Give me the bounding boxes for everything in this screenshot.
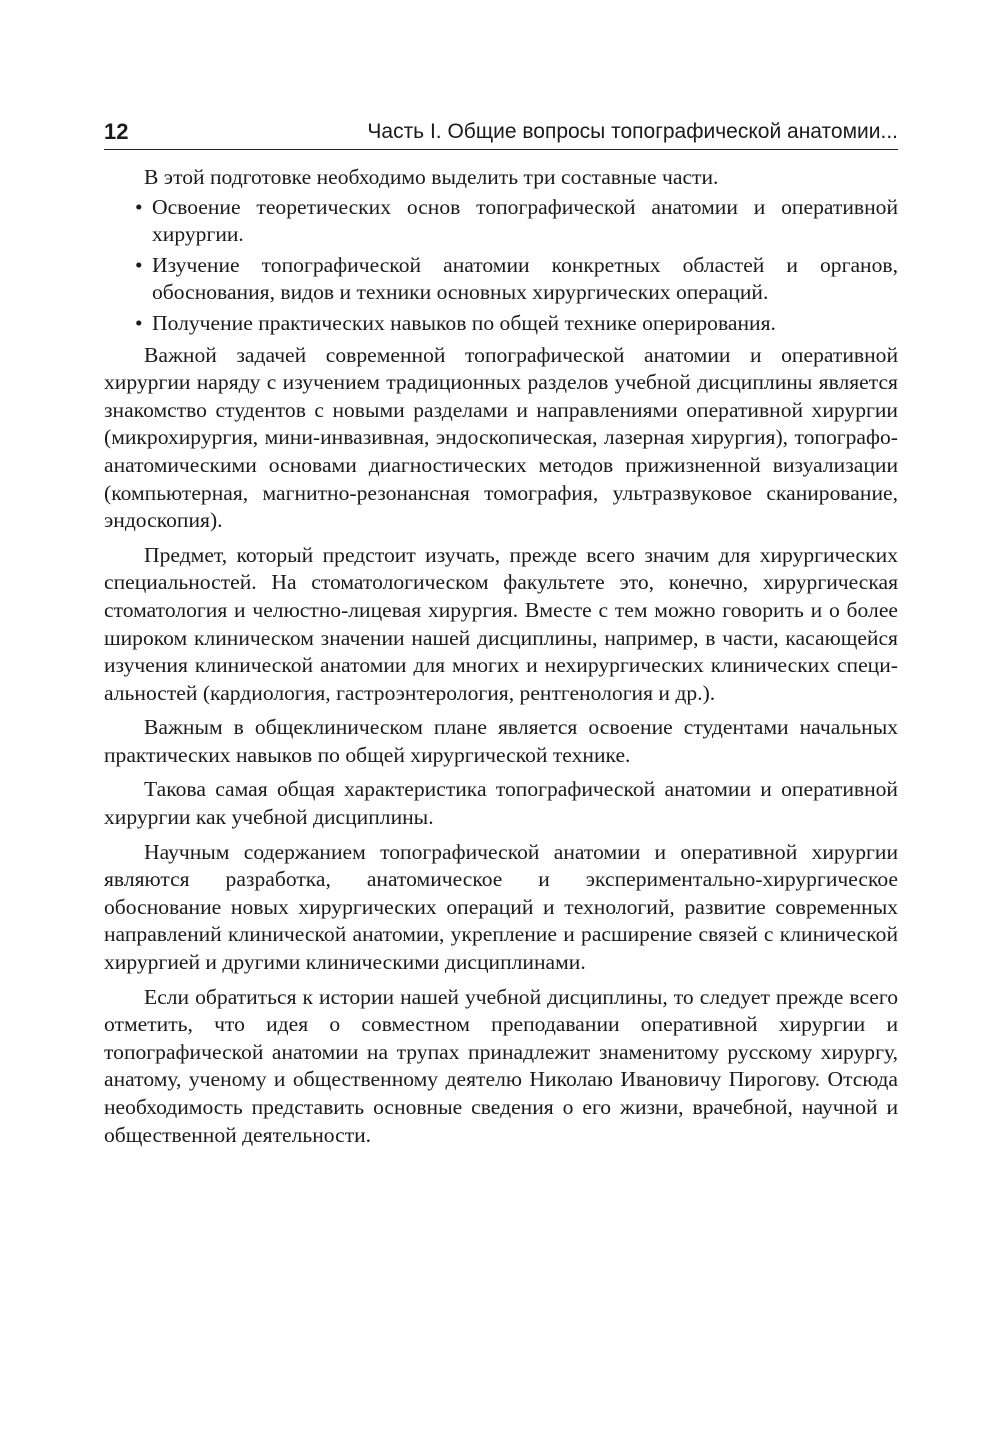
- paragraph: Такова самая общая характеристика топографической анатомии и оперативной хирургии как учебной дисциплины.: [104, 777, 898, 830]
- bullet-icon: •: [135, 252, 143, 277]
- book-page: [104, 118, 898, 1156]
- list-item-text: Изучение топографической анатомии конкретных областей и органов, обоснования, видов и техники основных хирургических операций.: [152, 252, 898, 305]
- running-title: Часть I. Общие вопросы топографической анатомии...: [367, 120, 898, 143]
- paragraph: Научным содержанием топографической анатомии и оперативной хирургии являются разработка, анатомическое и экспериментально-хирургическое обоснование новых хирургических операций и технологий, развитие современных направлений клинической анатомии, укрепление и расширение связей с клинической хирургией и другими клиническими дисциплинами.: [104, 839, 898, 975]
- list-item: [104, 310, 898, 338]
- bullet-list: [104, 194, 898, 338]
- body-text: [104, 164, 898, 1149]
- paragraph: Если обратиться к истории нашей учебной дисциплины, то следует прежде всего отметить, что идея о совместном преподавании оперативной хирургии и топографической анатомии на трупах принадлежит знаменитому русскому хирургу, анатому, ученому и общественному деятелю Николаю Ивановичу Пирогову. Отсюда необходимость представить основные сведения о его жизни, врачебной, научной и общественной деятельности.: [104, 984, 898, 1147]
- list-item: [104, 194, 898, 249]
- running-head: [104, 118, 898, 150]
- list-item-text: Освоение теоретических основ топографической анатомии и оперативной хирургии.: [152, 194, 898, 247]
- paragraph: Важным в общеклиническом плане является освоение студентами начальных практических навыков по общей хирургической технике.: [104, 715, 898, 767]
- paragraph: Предмет, который предстоит изучать, прежде всего значим для хирургических специальностей. На стоматологическом факультете это, конечно, хирургическая стоматология и челюстно-лицевая хирургия. Вместе с тем можно говорить и о более широком клиническом значении нашей дисциплины, например, в части, касающейся изучения клинической анатомии для многих и нехирургических клинических специальностей (кардиология, гастроэнтерология, рентгенология и др.).: [104, 542, 898, 705]
- bullet-icon: •: [135, 310, 143, 335]
- page-number: 12: [104, 119, 129, 144]
- intro-paragraph: В этой подготовке необходимо выделить три составные части.: [144, 165, 719, 189]
- bullet-icon: •: [135, 194, 143, 219]
- list-item: [104, 252, 898, 307]
- list-item-text: Получение практических навыков по общей технике оперирования.: [152, 310, 776, 335]
- paragraph: Важной задачей современной топографической анатомии и оперативной хирургии наряду с изучением традиционных разделов учебной дисциплины является знакомство студентов с новыми разделами и направлениями оперативной хирургии (микрохирургия, мини-инвазивная, эндоскопическая, лазерная хирургия), топографо-анатомическими основами диагностических методов прижизненной визуализации (компьютерная, магнитно-резонансная томография, ультразвуковое сканирование, эндоскопия).: [104, 342, 898, 533]
